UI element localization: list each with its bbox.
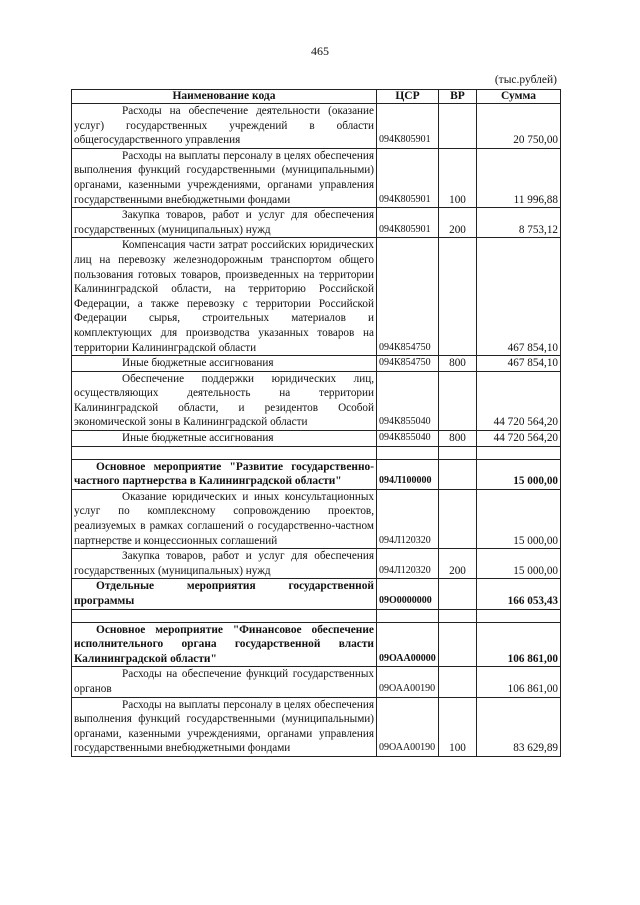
row-vr <box>439 371 477 430</box>
row-csr: 094К855040 <box>377 371 439 430</box>
row-csr: 094Л120320 <box>377 489 439 548</box>
row-sum: 106 861,00 <box>477 667 561 697</box>
row-vr: 200 <box>439 208 477 238</box>
table-row <box>72 238 561 356</box>
row-vr <box>439 238 477 356</box>
row-csr: 094К854750 <box>377 238 439 356</box>
table-row <box>72 356 561 372</box>
header-vr: ВР <box>439 90 477 104</box>
table-row <box>72 148 561 207</box>
row-vr <box>439 104 477 149</box>
row-name: Компенсация части затрат российских юридических лиц на перевозку железнодорожным транспортом общего пользования готовых товаров, произведенных на территории Калининградской области, на территорию Российской Федерации, а также перевозку с территории Российской Федерации сырья, строительных материалов и комплектующих для производства указанных товаров на территории Калининградской области <box>74 239 374 354</box>
row-csr: 094К854750 <box>377 356 439 372</box>
header-csr: ЦСР <box>377 90 439 104</box>
row-name: Иные бюджетные ассигнования <box>122 432 274 445</box>
row-sum: 8 753,12 <box>477 208 561 238</box>
table-row <box>72 431 561 447</box>
row-csr: 09ОАА00190 <box>377 697 439 756</box>
table-row <box>72 549 561 579</box>
row-csr: 09ОАА00190 <box>377 667 439 697</box>
row-name: Расходы на обеспечение функций государственных органов <box>74 668 374 695</box>
row-name: Основное мероприятие "Развитие государственно-частного партнерства в Калининградской области" <box>74 460 374 488</box>
row-csr: 094К805901 <box>377 104 439 149</box>
table-header-row <box>72 90 561 104</box>
row-vr: 800 <box>439 431 477 447</box>
row-name: Отдельные мероприятия государственной программы <box>74 580 374 607</box>
row-vr: 800 <box>439 356 477 372</box>
row-vr: 100 <box>439 697 477 756</box>
table-row <box>72 667 561 697</box>
row-name: Расходы на выплаты персоналу в целях обеспечения выполнения функций государственными (муниципальными) органами, казенными учреждениями, органами управления государственными внебюджетными фондами <box>74 149 374 206</box>
row-csr: 094К805901 <box>377 148 439 207</box>
row-sum: 83 629,89 <box>477 697 561 756</box>
row-vr <box>439 579 477 609</box>
row-csr: 094Л100000 <box>377 459 439 489</box>
row-sum: 11 996,88 <box>477 148 561 207</box>
row-sum: 15 000,00 <box>477 549 561 579</box>
table-row <box>72 104 561 149</box>
header-name: Наименование кода <box>72 90 377 104</box>
row-sum: 20 750,00 <box>477 104 561 149</box>
row-name: Обеспечение поддержки юридических лиц, осуществляющих деятельность на территории Калининградской области, и резидентов Особой экономической зоны в Калининградской области <box>74 372 374 429</box>
table-row <box>72 579 561 609</box>
spacer-row <box>72 446 561 459</box>
row-name: Иные бюджетные ассигнования <box>122 357 274 370</box>
row-sum: 44 720 564,20 <box>477 371 561 430</box>
table-row <box>72 459 561 489</box>
row-vr <box>439 459 477 489</box>
row-name: Оказание юридических и иных консультационных услуг по комплексному сопровождению проектов, реализуемых в рамках соглашений о государственно-частном партнерстве и концессионных соглашений <box>74 490 374 547</box>
row-name: Закупка товаров, работ и услуг для обеспечения государственных (муниципальных) нужд <box>74 209 374 236</box>
table-row <box>72 371 561 430</box>
spacer-row <box>72 609 561 622</box>
budget-table <box>71 89 561 757</box>
row-vr <box>439 489 477 548</box>
table-row <box>72 489 561 548</box>
row-name: Закупка товаров, работ и услуг для обеспечения государственных (муниципальных) нужд <box>74 550 374 577</box>
row-sum: 44 720 564,20 <box>477 431 561 447</box>
row-sum: 15 000,00 <box>477 489 561 548</box>
row-sum: 467 854,10 <box>477 356 561 372</box>
row-vr: 200 <box>439 549 477 579</box>
page-number: 465 <box>311 44 329 58</box>
row-name: Расходы на выплаты персоналу в целях обеспечения выполнения функций государственными (муниципальными) органами, казенными учреждениями, органами управления государственными внебюджетными фондами <box>74 698 374 755</box>
row-vr: 100 <box>439 148 477 207</box>
row-csr: 094Л120320 <box>377 549 439 579</box>
row-sum: 467 854,10 <box>477 238 561 356</box>
table-row <box>72 622 561 667</box>
units-label: (тыс.рублей) <box>494 74 557 86</box>
row-csr: 094К855040 <box>377 431 439 447</box>
row-csr: 09О0000000 <box>377 579 439 609</box>
row-csr: 094К805901 <box>377 208 439 238</box>
row-vr <box>439 667 477 697</box>
row-name: Основное мероприятие "Финансовое обеспечение исполнительного органа государственной власти Калининградской области" <box>74 623 374 665</box>
table-row <box>72 697 561 756</box>
row-sum: 166 053,43 <box>477 579 561 609</box>
row-vr <box>439 622 477 667</box>
header-sum: Сумма <box>477 90 561 104</box>
row-sum: 106 861,00 <box>477 622 561 667</box>
row-csr: 09ОАА00000 <box>377 622 439 667</box>
row-name: Расходы на обеспечение деятельности (оказание услуг) государственных учреждений в области общегосударственного управления <box>74 105 374 147</box>
table-row <box>72 208 561 238</box>
row-sum: 15 000,00 <box>477 459 561 489</box>
